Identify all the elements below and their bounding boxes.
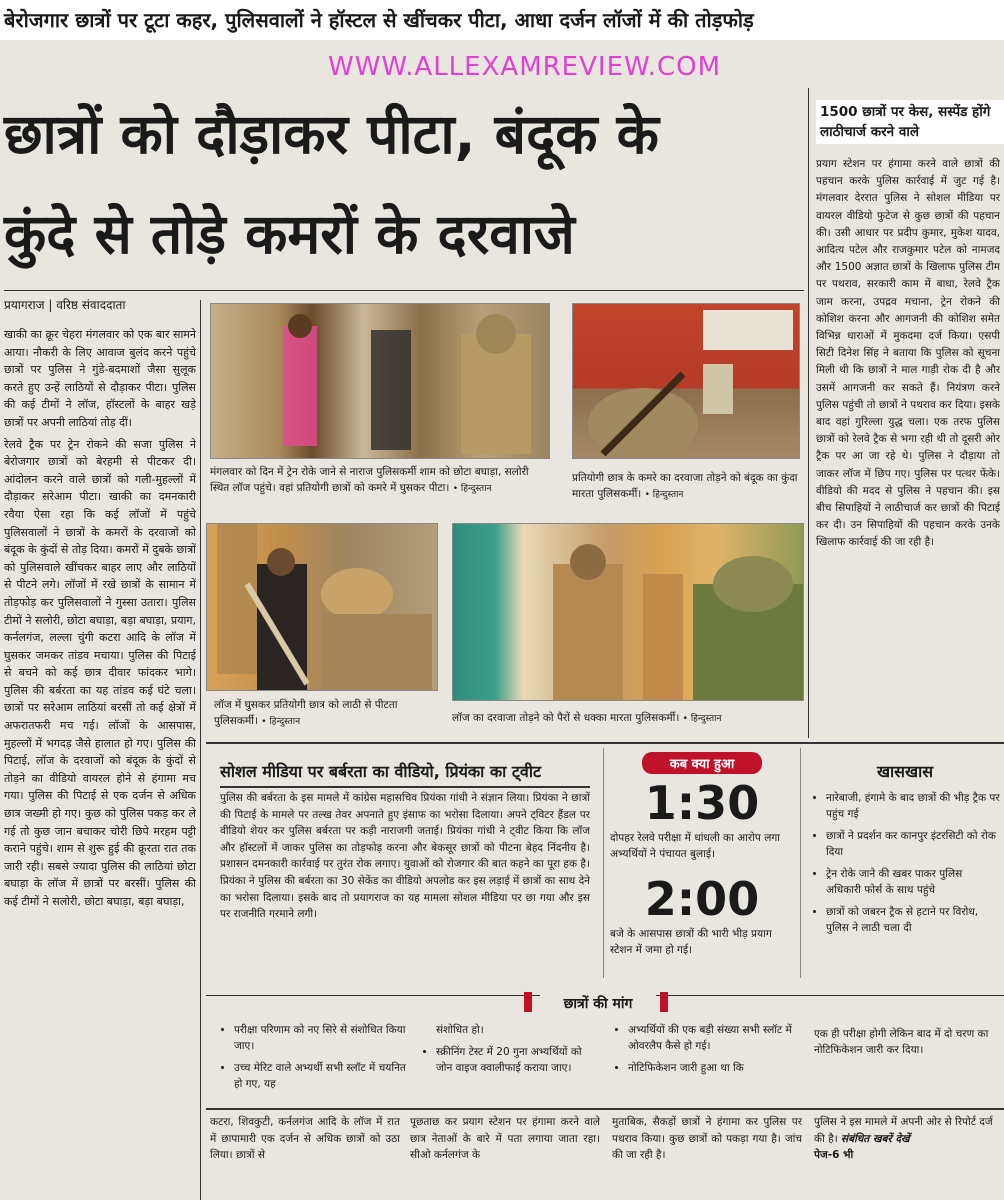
photo-4-figures <box>453 524 804 701</box>
demand-item: • स्क्रीनिंग टेस्ट में 20 गुना अभ्यर्थियों को जोन वाइज क्वालीफाई कराया जाए। <box>436 1044 600 1076</box>
column-rule <box>200 300 201 1200</box>
demand-cont: संशोधित हो। <box>436 1024 484 1036</box>
bottom-col-4 <box>814 1114 1000 1164</box>
left-para-2: रेलवे ट्रैक पर ट्रेन रोकने की सजा पुलिस ने बेरोजगार छात्रों को बेरहमी से पीटकर दी। आंदोलन करने वाले छात्रों को गली-मुहल्लों में दौड़ाकर सरेआम पीटा। खाकी का दमनकारी रवैया ऐसा रहा कि कई लॉजों में पहुंचे पुलिसवालों ने छात्रों के कमरों के दरवाजों को बंदूक के कुंदों से तोड़ दिया। कमरों में दुबके छात्रों को पुलिसवाले खींचकर बाहर लाए और लाठियों से पीटने लगे। लॉजों में रखे छात्रों के सामान में तोड़फोड़ कर पुलिसवालों ने गुस्सा उतारा। पुलिस टीमों ने सलोरी, छोटा बघाड़ा, बड़ा बघाड़ा, प्रयाग, कर्नलगंज, लल्ला चुंगी कटरा आदि के लॉज में घुसकर जमकर तांडव मचाया। पुलिस की पिटाई से बचने को कई छात्र दीवार फांदकर भागे। पुलिस की बर्बरता का यह तांडव कई घंटे चला। छात्रों पर सरेआम लाठियां बरसीं तो कई क्षेत्रों में अफरातफरी मच गई। लॉजों के आसपास, मुहल्लों में भगदड़ जैसे हालात हो गए। पुलिस की पिटाई, लॉज के दरवाजों को बंदूक के कुंदों से तोड़ने का वीडियो वायरल होने से हंगामा मच गया। पुलिस की पिटाई से एक दर्जन से अधिक छात्र जख्मी हो गए। कुछ को पुलिस पकड़ कर ले गई तो कुछ जान बचाकर चोरी छिपे मरहम पट्टी कराने पहुंचे। शाम से शुरू हुई की क्रूरता रात तक जारी रही। सबसे ज्यादा पुलिस की लाठियां छोटा बघाड़ा के लॉज में छात्रों पर बरसीं। पुलिस की कई टीमों ने सलोरी, छोटा बघाड़ा, बड़ा बघाड़ा, <box>4 437 196 908</box>
khaskhas-item: • ट्रेन रोके जाने की खबर पाकर पुलिस अधिकारी फोर्स के साथ पहुंचे <box>826 866 1000 898</box>
photo-3-credit: • हिन्दुस्तान <box>261 717 301 727</box>
photo-3-caption <box>214 697 438 730</box>
bottom-col-4-text: पुलिस ने इस मामले में अपनी ओर से रिपोर्ट दर्ज की है। <box>814 1116 993 1145</box>
photo-2-caption <box>572 470 800 503</box>
timeline-label: कब क्या हुआ <box>642 752 762 774</box>
section-divider <box>206 742 1004 744</box>
photo-door-rifle-butt <box>572 303 800 459</box>
photo-2-figures <box>573 304 800 459</box>
khaskhas-item: • छात्रों को जबरन ट्रैक से हटाने पर विरोध, पुलिस ने लाठी चला दी <box>826 904 1000 936</box>
demands-marker-right <box>660 992 668 1012</box>
photo-1-figures <box>211 304 550 459</box>
demand-item: • नोटिफिकेशन जारी हुआ था कि <box>628 1060 796 1076</box>
demands-marker-left <box>524 992 532 1012</box>
social-title: सोशल मीडिया पर बर्बरता का वीडियो, प्रियंका का ट्वीट <box>220 762 542 781</box>
photo-police-beating-student <box>206 523 438 691</box>
left-column <box>4 326 196 1200</box>
social-title-rule <box>220 786 590 788</box>
photo-police-entering-lodge <box>210 303 550 459</box>
watermark-url: WWW.ALLEXAMREVIEW.COM <box>328 52 722 82</box>
bottom-rule <box>206 1108 1004 1110</box>
khaskhas-box <box>810 760 1000 942</box>
photo-1-caption-text: मंगलवार को दिन में ट्रेन रोके जाने से नाराज पुलिसकर्मी शाम को छोटा बघाड़ा, सलोरी स्थित लॉज पहुंचे। वहां प्रतियोगी छात्रों को कमरे में घुसकर पीटा। <box>210 466 529 494</box>
demand-cont-4: एक ही परीक्षा होगी लेकिन बाद में दो चरण का नोटिफिकेशन जारी कर दिया। <box>814 1028 989 1056</box>
bottom-col-2: पूछताछ कर प्रयाग स्टेशन पर हंगामा करने वाले छात्र नेताओं के बारे में पता लगाया जाता रहा। सीओ कर्नलगंज के <box>410 1116 600 1161</box>
photo-4-caption-text: लॉज का दरवाजा तोड़ने को पैरों से धक्का मारता पुलिसकर्मी। <box>452 712 680 724</box>
photo-3-figures <box>207 524 438 691</box>
photo-4-caption <box>452 710 804 727</box>
social-media-box <box>220 760 590 980</box>
khaskhas-item: • छात्रों ने प्रदर्शन कर कानपुर इंटरसिटी को रोक दिया <box>826 828 1000 860</box>
timeline-desc-2: बजे के आसपास छात्रों की भारी भीड़ प्रयाग स्टेशन में जमा हो गई। <box>610 928 772 956</box>
photo-1-caption <box>210 464 550 497</box>
headline-line-1: छात्रों को दौड़ाकर पीटा, बंदूक के <box>4 102 659 166</box>
khaskhas-list <box>810 790 1000 936</box>
headline-line-2: कुंदे से तोड़े कमरों के दरवाजे <box>4 202 575 266</box>
kicker-headline: बेरोजगार छात्रों पर टूटा कहर, पुलिसवालों ने हॉस्टल से खींचकर पीटा, आधा दर्जन लॉजों में की तोड़फोड़ <box>0 0 1004 40</box>
sidebar-body: प्रयाग स्टेशन पर हंगामा करने वाले छात्रों की पहचान करके पुलिस कार्रवाई में जुट गई है। मंगलवार देररात पुलिस ने सोशल मीडिया पर वायरल वीडियो फुटेज से कुछ छात्रों की पहचान की। उसी आधार पर प्रदीप कुमार, मुकेश यादव, आदित्य पटेल और राजकुमार पटेल को नामजद और 1500 अज्ञात छात्रों के खिलाफ पुलिस टीम पर पथराव, सरकारी काम में बाधा, रेलवे ट्रैक जाम करना, उपद्रव मचाना, ट्रेन रोकने की कोशिश करना और आगजनी की कोशिश समेत विभिन्न धाराओं में मुकदमा दर्ज किया। एसपी सिटी दिनेश सिंह ने बताया कि पुलिस को सूचना मिली थी कि छात्रों ने माल गाड़ी रोक दी है और उसमें आगजनी कर सकते हैं। नियंत्रण करने पुलिस पहुंची तो छात्रों ने पथराव कर दिया। इसके बाद वहां गुरिल्ला युद्ध चला। एक तरफ पुलिस छात्रों को रेलवे ट्रैक से भगा रही थी तो दूसरी ओर ट्रैक पर आ जा रहे थे। पुलिस ने दौड़ाया तो जाकर लॉज में छिप गए। पुलिस पर पत्थर फेंके। वीडियो की मदद से पुलिस ने पहचान की। इस बीच सिपाहियों ने लाठीचार्ज कर छात्रों की पिटाई कर दी। उन सिपाहियों की पहचान करके उनके खिलाफ कार्रवाई की जा रही है। <box>816 158 1000 549</box>
photo-2-caption-text: प्रतियोगी छात्र के कमरे का दरवाजा तोड़ने को बंदूक का कुंदा मारता पुलिसकर्मी। <box>572 472 798 500</box>
demands-col-1 <box>218 1022 410 1092</box>
divider <box>4 290 804 291</box>
byline: प्रयागराज | वरिष्ठ संवाददाता <box>4 298 126 312</box>
demand-item: • परीक्षा परिणाम को नए सिरे से संशोधित किया जाए। <box>234 1022 410 1054</box>
khaskhas-title: खासखास <box>876 762 934 781</box>
demand-item: • उच्च मेरिट वाले अभ्यर्थी सभी स्लॉट में चयनित हो गए, यह <box>234 1060 410 1092</box>
demands-col-2 <box>420 1022 600 1076</box>
demands-col-3 <box>612 1022 796 1076</box>
photo-3-caption-text: लॉज में घुसकर प्रतियोगी छात्र को लाठी से पीटता पुलिसकर्मी। <box>214 699 398 727</box>
bottom-col-3: मुताबिक, सैकड़ों छात्रों ने हंगामा कर पुलिस पर पथराव किया। कुछ छात्रों को पकड़ा गया है। जांच की जा रही है। <box>612 1116 802 1161</box>
demand-item: • अभ्यर्थियों की एक बड़ी संख्या सभी स्लॉट में ओवरलैप कैसे हो गई। <box>628 1022 796 1054</box>
timeline-box <box>603 748 801 978</box>
bottom-col-1: कटरा, शिवकुटी, कर्नलगंज आदि के लॉज में रात में छापामारी एक दर्जन से अधिक छात्रों को उठा लिया। छात्रों से <box>210 1116 400 1161</box>
related-news-ref: संबंधित खबरें देखें <box>841 1132 910 1145</box>
demands-title: छात्रों की मांग <box>540 994 656 1013</box>
sidebar-rule <box>808 88 809 738</box>
photo-4-credit: • हिन्दुस्तान <box>682 714 722 724</box>
social-body: पुलिस की बर्बरता के इस मामले में कांग्रेस महासचिव प्रियंका गांधी ने संज्ञान लिया। प्रियंका ने छात्रों की पिटाई के मामले पर तल्ख तेवर अपनाते हुए इंसाफ का भरोसा दिलाया। अपने ट्विटर हैंडल पर वीडियो शेयर कर पुलिस बर्बरता पर कड़ी नाराजगी जताई। प्रियंका गांधी ने ट्वीट किया कि लॉज और हॉस्टलों में जाकर पुलिस का तोड़फोड़ करना और बेकसूर छात्रों को पीटना बेहद निंदनीय है। प्रशासन दमनकारी कार्रवाई पर तुरंत रोक लगाए। युवाओं को रोजगार की बात कहने का पूरा हक है। प्रियंका ने पुलिस की बर्बरता का 30 सेकेंड का वीडियो अपलोड कर इस लड़ाई में छात्रों का साथ देने का भरोसा दिलाया। इसके बाद तो प्रयागराज का यह मामला सोशल मीडिया पर छा गया और इस पर राजनीति गरमाने लगी। <box>220 792 590 921</box>
photo-kicking-door <box>452 523 804 701</box>
left-para-1: खाकी का क्रूर चेहरा मंगलवार को एक बार सामने आया। नौकरी के लिए आवाज बुलंद करने पहुंचे छात्रों पर पुलिस ने गुंडे-बदमाशों जैसा सुलूक करते हुए उन्हें लाठियों से दौड़ाकर पीटा। पुलिस की कई टीमों ने लॉज, हॉस्टलों के बाहर खड़े छात्रों पर अपनी लाठियां तोड़ दीं। <box>4 328 196 429</box>
khaskhas-item: • नारेबाजी, हंगामे के बाद छात्रों की भीड़ ट्रैक पर पहुंच गई <box>826 790 1000 822</box>
sidebar-title: 1500 छात्रों पर केस, सस्पेंड होंगे लाठीचार्ज करने वाले <box>816 100 1004 144</box>
timeline-desc-1: दोपहर रेलवे परीक्षा में धांधली का आरोप लगा अभ्यर्थियों ने पंचायत बुलाई। <box>610 832 780 860</box>
main-headline <box>4 84 804 284</box>
timeline-time-2: 2:00 <box>644 872 760 926</box>
photo-2-credit: • हिन्दुस्तान <box>644 490 684 500</box>
timeline-time-1: 1:30 <box>644 776 760 830</box>
page-ref: पेज-6 भी <box>814 1149 854 1161</box>
photo-1-credit: • हिन्दुस्तान <box>452 484 492 494</box>
